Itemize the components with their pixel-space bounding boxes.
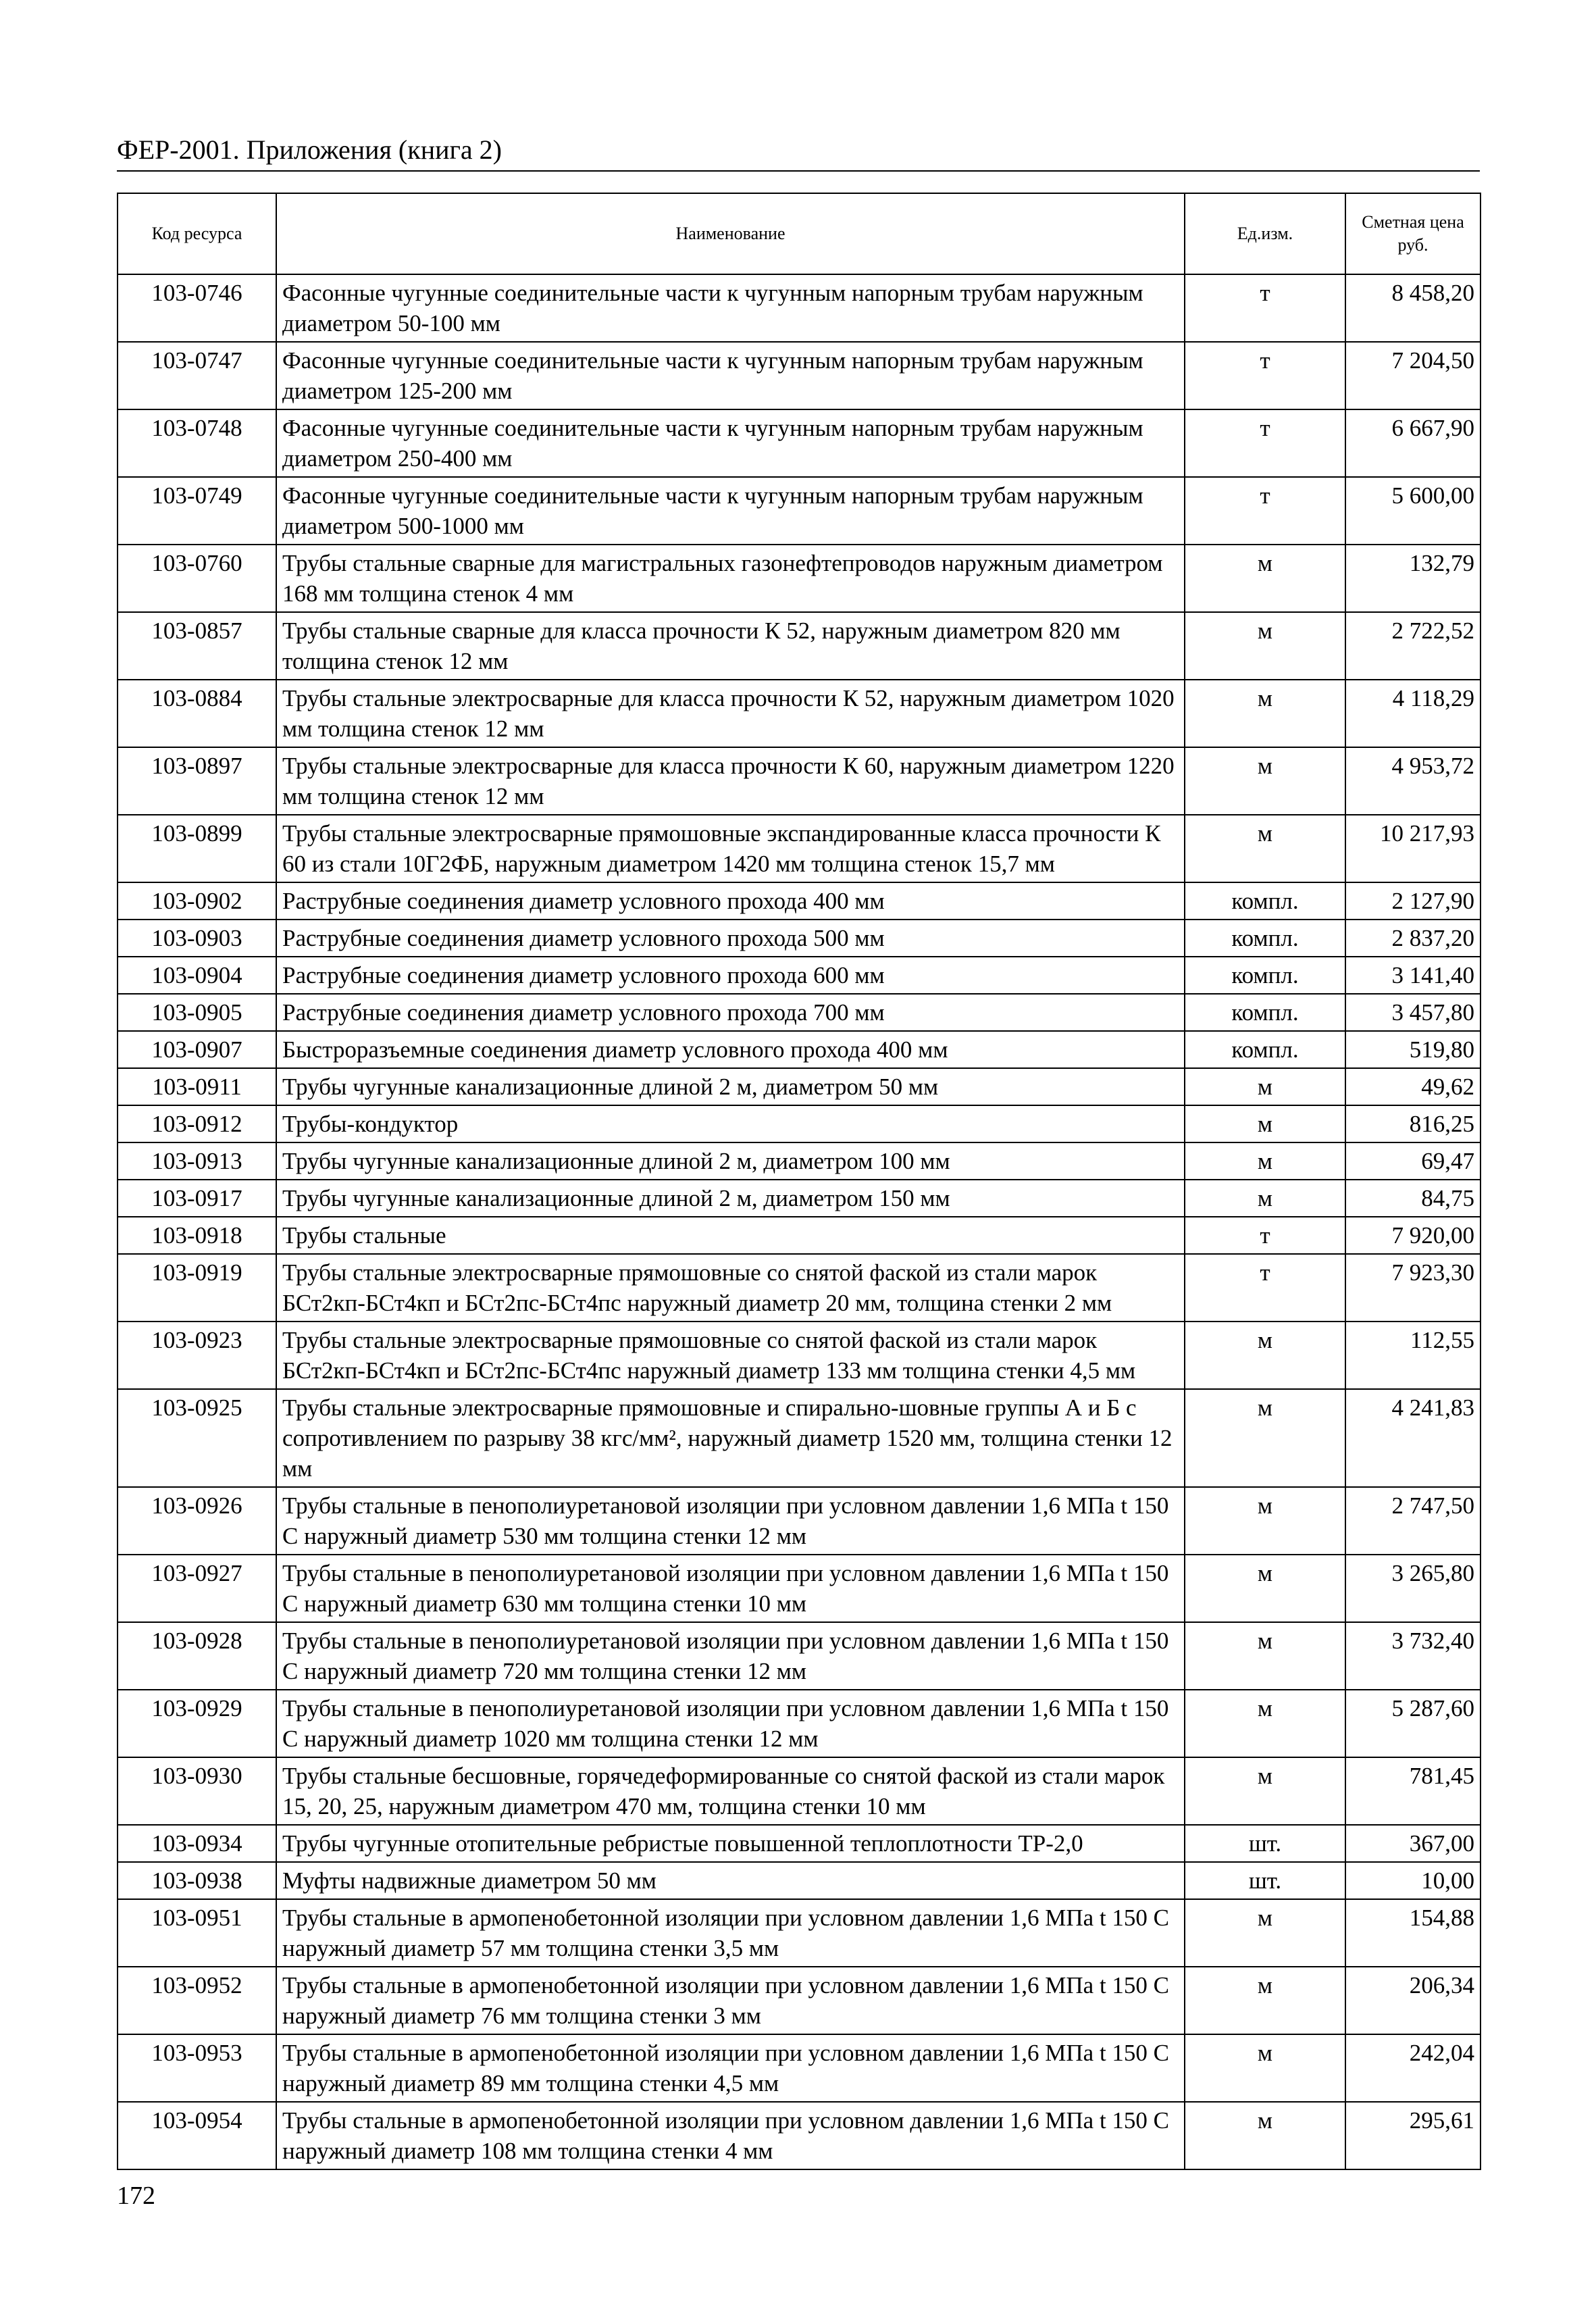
resource-code: 103-0747 bbox=[118, 342, 276, 409]
estimated-price: 295,61 bbox=[1345, 2102, 1481, 2169]
running-title: ФЕР-2001. Приложения (книга 2) bbox=[117, 134, 502, 165]
resource-name: Быстроразъемные соединения диаметр условного прохода 400 мм bbox=[276, 1031, 1185, 1068]
table-row bbox=[118, 612, 1481, 680]
unit-of-measure: м bbox=[1185, 680, 1345, 747]
unit-of-measure: т bbox=[1185, 477, 1345, 545]
estimated-price: 112,55 bbox=[1345, 1322, 1481, 1389]
resource-code: 103-0857 bbox=[118, 612, 276, 680]
table-row bbox=[118, 1757, 1481, 1825]
resource-name: Трубы стальные в пенополиуретановой изоляции при условном давлении 1,6 МПа t 150 С наружный диаметр 630 мм толщина стенки 10 мм bbox=[276, 1555, 1185, 1622]
resource-code: 103-0903 bbox=[118, 920, 276, 957]
estimated-price: 3 732,40 bbox=[1345, 1622, 1481, 1690]
estimated-price: 49,62 bbox=[1345, 1068, 1481, 1105]
estimated-price: 8 458,20 bbox=[1345, 274, 1481, 342]
resource-code: 103-0951 bbox=[118, 1899, 276, 1967]
unit-of-measure: м bbox=[1185, 1487, 1345, 1555]
table-row bbox=[118, 1389, 1481, 1487]
resource-code: 103-0884 bbox=[118, 680, 276, 747]
estimated-price: 781,45 bbox=[1345, 1757, 1481, 1825]
resource-name: Трубы стальные в армопенобетонной изоляции при условном давлении 1,6 МПа t 150 С наружный диаметр 57 мм толщина стенки 3,5 мм bbox=[276, 1899, 1185, 1967]
unit-of-measure: компл. bbox=[1185, 920, 1345, 957]
table-row bbox=[118, 1487, 1481, 1555]
column-header-price: Сметная цена руб. bbox=[1345, 193, 1481, 274]
resource-name: Трубы стальные электросварные прямошовные со снятой фаской из стали марок БСт2кп-БСт4кп и БСт2пс-БСт4пс наружный диаметр 20 мм, толщина стенки 2 мм bbox=[276, 1254, 1185, 1322]
unit-of-measure: м bbox=[1185, 1690, 1345, 1757]
unit-of-measure: т bbox=[1185, 409, 1345, 477]
unit-of-measure: м bbox=[1185, 612, 1345, 680]
unit-of-measure: компл. bbox=[1185, 957, 1345, 994]
unit-of-measure: м bbox=[1185, 2034, 1345, 2102]
unit-of-measure: м bbox=[1185, 1180, 1345, 1217]
resource-name: Трубы стальные сварные для класса прочности К 52, наружным диаметром 820 мм толщина стенок 12 мм bbox=[276, 612, 1185, 680]
table-row bbox=[118, 1068, 1481, 1105]
resource-code: 103-0925 bbox=[118, 1389, 276, 1487]
unit-of-measure: шт. bbox=[1185, 1862, 1345, 1899]
estimated-price: 5 287,60 bbox=[1345, 1690, 1481, 1757]
table-row bbox=[118, 1899, 1481, 1967]
page-number: 172 bbox=[117, 2182, 155, 2210]
table-row bbox=[118, 1031, 1481, 1068]
resource-name: Трубы стальные электросварные прямошовные и спирально-шовные группы А и Б с сопротивлением по разрыву 38 кгс/мм², наружный диаметр 1520 мм, толщина стенки 12 мм bbox=[276, 1389, 1185, 1487]
resource-code: 103-0913 bbox=[118, 1142, 276, 1180]
resource-name: Трубы стальные сварные для магистральных газонефтепроводов наружным диаметром 168 мм толщина стенок 4 мм bbox=[276, 545, 1185, 612]
resource-name: Трубы стальные в армопенобетонной изоляции при условном давлении 1,6 МПа t 150 С наружный диаметр 108 мм толщина стенки 4 мм bbox=[276, 2102, 1185, 2169]
resource-name: Трубы стальные электросварные прямошовные экспандированные класса прочности К 60 из стали 10Г2ФБ, наружным диаметром 1420 мм толщина стенок 15,7 мм bbox=[276, 815, 1185, 882]
unit-of-measure: м bbox=[1185, 1555, 1345, 1622]
resource-code: 103-0746 bbox=[118, 274, 276, 342]
resource-code: 103-0904 bbox=[118, 957, 276, 994]
unit-of-measure: м bbox=[1185, 1142, 1345, 1180]
resource-code: 103-0911 bbox=[118, 1068, 276, 1105]
table-row bbox=[118, 1967, 1481, 2034]
resource-name: Трубы-кондуктор bbox=[276, 1105, 1185, 1142]
resource-code: 103-0923 bbox=[118, 1322, 276, 1389]
unit-of-measure: т bbox=[1185, 274, 1345, 342]
estimated-price: 4 118,29 bbox=[1345, 680, 1481, 747]
estimated-price: 2 747,50 bbox=[1345, 1487, 1481, 1555]
estimated-price: 2 722,52 bbox=[1345, 612, 1481, 680]
column-header-code: Код ресурса bbox=[118, 193, 276, 274]
table-row bbox=[118, 747, 1481, 815]
estimated-price: 10 217,93 bbox=[1345, 815, 1481, 882]
estimated-price: 519,80 bbox=[1345, 1031, 1481, 1068]
unit-of-measure: м bbox=[1185, 1389, 1345, 1487]
table-row bbox=[118, 1690, 1481, 1757]
unit-of-measure: шт. bbox=[1185, 1825, 1345, 1862]
resource-code: 103-0899 bbox=[118, 815, 276, 882]
estimated-price: 7 204,50 bbox=[1345, 342, 1481, 409]
unit-of-measure: м bbox=[1185, 1967, 1345, 2034]
resource-name: Муфты надвижные диаметром 50 мм bbox=[276, 1862, 1185, 1899]
estimated-price: 4 953,72 bbox=[1345, 747, 1481, 815]
unit-of-measure: т bbox=[1185, 342, 1345, 409]
table-row bbox=[118, 1322, 1481, 1389]
resource-name: Трубы стальные в армопенобетонной изоляции при условном давлении 1,6 МПа t 150 С наружный диаметр 89 мм толщина стенки 4,5 мм bbox=[276, 2034, 1185, 2102]
resource-name: Трубы стальные bbox=[276, 1217, 1185, 1254]
resource-code: 103-0928 bbox=[118, 1622, 276, 1690]
resource-code: 103-0907 bbox=[118, 1031, 276, 1068]
estimated-price: 69,47 bbox=[1345, 1142, 1481, 1180]
table-row bbox=[118, 1105, 1481, 1142]
resource-code: 103-0749 bbox=[118, 477, 276, 545]
estimated-price: 3 141,40 bbox=[1345, 957, 1481, 994]
estimated-price: 2 837,20 bbox=[1345, 920, 1481, 957]
estimated-price: 816,25 bbox=[1345, 1105, 1481, 1142]
unit-of-measure: компл. bbox=[1185, 994, 1345, 1031]
table-row bbox=[118, 1825, 1481, 1862]
resource-name: Трубы стальные электросварные для класса прочности К 60, наружным диаметром 1220 мм толщина стенок 12 мм bbox=[276, 747, 1185, 815]
resource-code: 103-0748 bbox=[118, 409, 276, 477]
unit-of-measure: т bbox=[1185, 1254, 1345, 1322]
table-body bbox=[118, 274, 1481, 2169]
resource-code: 103-0953 bbox=[118, 2034, 276, 2102]
table-row bbox=[118, 2102, 1481, 2169]
estimated-price: 6 667,90 bbox=[1345, 409, 1481, 477]
unit-of-measure: м bbox=[1185, 1068, 1345, 1105]
resource-name: Раструбные соединения диаметр условного прохода 600 мм bbox=[276, 957, 1185, 994]
estimated-price: 7 923,30 bbox=[1345, 1254, 1481, 1322]
unit-of-measure: т bbox=[1185, 1217, 1345, 1254]
estimated-price: 154,88 bbox=[1345, 1899, 1481, 1967]
estimated-price: 10,00 bbox=[1345, 1862, 1481, 1899]
estimated-price: 367,00 bbox=[1345, 1825, 1481, 1862]
unit-of-measure: м bbox=[1185, 1622, 1345, 1690]
resource-code: 103-0929 bbox=[118, 1690, 276, 1757]
column-header-name: Наименование bbox=[276, 193, 1185, 274]
header-rule bbox=[117, 170, 1480, 172]
table-row bbox=[118, 957, 1481, 994]
estimated-price: 2 127,90 bbox=[1345, 882, 1481, 920]
table-row bbox=[118, 409, 1481, 477]
table-row bbox=[118, 1180, 1481, 1217]
table-row bbox=[118, 680, 1481, 747]
table-row bbox=[118, 477, 1481, 545]
unit-of-measure: м bbox=[1185, 1105, 1345, 1142]
table-row bbox=[118, 1862, 1481, 1899]
resource-code: 103-0930 bbox=[118, 1757, 276, 1825]
column-header-unit: Ед.изм. bbox=[1185, 193, 1345, 274]
resource-name: Раструбные соединения диаметр условного прохода 500 мм bbox=[276, 920, 1185, 957]
resource-code: 103-0926 bbox=[118, 1487, 276, 1555]
table-row bbox=[118, 994, 1481, 1031]
resource-code: 103-0934 bbox=[118, 1825, 276, 1862]
resource-code: 103-0938 bbox=[118, 1862, 276, 1899]
table-row bbox=[118, 1555, 1481, 1622]
table-row bbox=[118, 920, 1481, 957]
resource-name: Раструбные соединения диаметр условного прохода 700 мм bbox=[276, 994, 1185, 1031]
table-row bbox=[118, 815, 1481, 882]
resource-code: 103-0954 bbox=[118, 2102, 276, 2169]
resource-name: Трубы стальные электросварные прямошовные со снятой фаской из стали марок БСт2кп-БСт4кп и БСт2пс-БСт4пс наружный диаметр 133 мм толщина стенки 4,5 мм bbox=[276, 1322, 1185, 1389]
estimated-price: 242,04 bbox=[1345, 2034, 1481, 2102]
resource-name: Трубы стальные бесшовные, горячедеформированные со снятой фаской из стали марок 15, 20, 25, наружным диаметром 470 мм, толщина стенки 10 мм bbox=[276, 1757, 1185, 1825]
table-row bbox=[118, 1217, 1481, 1254]
unit-of-measure: компл. bbox=[1185, 1031, 1345, 1068]
table-row bbox=[118, 342, 1481, 409]
resource-price-table bbox=[117, 193, 1481, 2170]
table-row bbox=[118, 274, 1481, 342]
estimated-price: 3 457,80 bbox=[1345, 994, 1481, 1031]
estimated-price: 5 600,00 bbox=[1345, 477, 1481, 545]
estimated-price: 3 265,80 bbox=[1345, 1555, 1481, 1622]
resource-code: 103-0918 bbox=[118, 1217, 276, 1254]
resource-code: 103-0952 bbox=[118, 1967, 276, 2034]
table-row bbox=[118, 882, 1481, 920]
resource-name: Раструбные соединения диаметр условного прохода 400 мм bbox=[276, 882, 1185, 920]
estimated-price: 84,75 bbox=[1345, 1180, 1481, 1217]
resource-code: 103-0760 bbox=[118, 545, 276, 612]
table-row bbox=[118, 1254, 1481, 1322]
resource-name: Трубы стальные электросварные для класса прочности К 52, наружным диаметром 1020 мм толщина стенок 12 мм bbox=[276, 680, 1185, 747]
resource-name: Трубы чугунные канализационные длиной 2 м, диаметром 50 мм bbox=[276, 1068, 1185, 1105]
unit-of-measure: м bbox=[1185, 1322, 1345, 1389]
resource-code: 103-0917 bbox=[118, 1180, 276, 1217]
resource-code: 103-0897 bbox=[118, 747, 276, 815]
resource-name: Фасонные чугунные соединительные части к чугунным напорным трубам наружным диаметром 50-100 мм bbox=[276, 274, 1185, 342]
resource-name: Трубы чугунные канализационные длиной 2 м, диаметром 100 мм bbox=[276, 1142, 1185, 1180]
table-row bbox=[118, 1622, 1481, 1690]
resource-name: Трубы чугунные отопительные ребристые повышенной теплоплотности ТР-2,0 bbox=[276, 1825, 1185, 1862]
estimated-price: 206,34 bbox=[1345, 1967, 1481, 2034]
table-row bbox=[118, 545, 1481, 612]
estimated-price: 4 241,83 bbox=[1345, 1389, 1481, 1487]
unit-of-measure: м bbox=[1185, 1899, 1345, 1967]
resource-name: Трубы стальные в пенополиуретановой изоляции при условном давлении 1,6 МПа t 150 С наружный диаметр 1020 мм толщина стенки 12 мм bbox=[276, 1690, 1185, 1757]
unit-of-measure: м bbox=[1185, 2102, 1345, 2169]
resource-code: 103-0905 bbox=[118, 994, 276, 1031]
unit-of-measure: м bbox=[1185, 545, 1345, 612]
resource-code: 103-0919 bbox=[118, 1254, 276, 1322]
unit-of-measure: м bbox=[1185, 1757, 1345, 1825]
resource-name: Трубы стальные в пенополиуретановой изоляции при условном давлении 1,6 МПа t 150 С наружный диаметр 720 мм толщина стенки 12 мм bbox=[276, 1622, 1185, 1690]
estimated-price: 132,79 bbox=[1345, 545, 1481, 612]
resource-name: Фасонные чугунные соединительные части к чугунным напорным трубам наружным диаметром 500-1000 мм bbox=[276, 477, 1185, 545]
resource-name: Трубы стальные в пенополиуретановой изоляции при условном давлении 1,6 МПа t 150 С наружный диаметр 530 мм толщина стенки 12 мм bbox=[276, 1487, 1185, 1555]
resource-name: Фасонные чугунные соединительные части к чугунным напорным трубам наружным диаметром 250-400 мм bbox=[276, 409, 1185, 477]
unit-of-measure: м bbox=[1185, 747, 1345, 815]
unit-of-measure: м bbox=[1185, 815, 1345, 882]
resource-name: Трубы стальные в армопенобетонной изоляции при условном давлении 1,6 МПа t 150 С наружный диаметр 76 мм толщина стенки 3 мм bbox=[276, 1967, 1185, 2034]
table-row bbox=[118, 2034, 1481, 2102]
estimated-price: 7 920,00 bbox=[1345, 1217, 1481, 1254]
resource-code: 103-0927 bbox=[118, 1555, 276, 1622]
table-header-row bbox=[118, 193, 1481, 274]
resource-name: Трубы чугунные канализационные длиной 2 м, диаметром 150 мм bbox=[276, 1180, 1185, 1217]
resource-name: Фасонные чугунные соединительные части к чугунным напорным трубам наружным диаметром 125-200 мм bbox=[276, 342, 1185, 409]
table-row bbox=[118, 1142, 1481, 1180]
unit-of-measure: компл. bbox=[1185, 882, 1345, 920]
resource-code: 103-0912 bbox=[118, 1105, 276, 1142]
resource-code: 103-0902 bbox=[118, 882, 276, 920]
